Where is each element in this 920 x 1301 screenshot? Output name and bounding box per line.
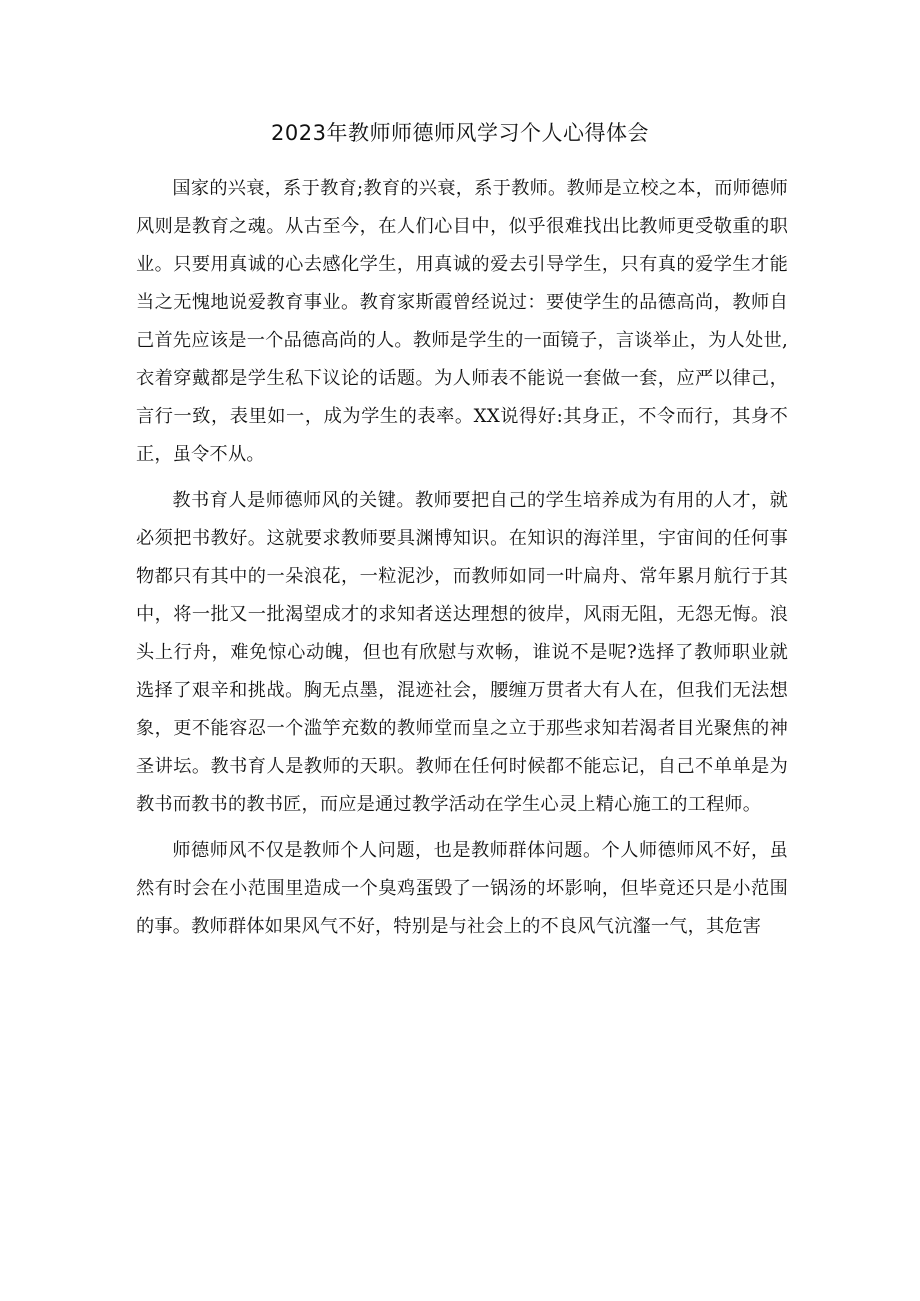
document-title: 2023年教师师德师风学习个人心得体会 bbox=[271, 121, 649, 145]
paragraph-1: 国家的兴衰，系于教育;教育的兴衰，系于教师。教师是立校之本，而师德师风则是教育之魂。从古至今，在人们心目中，似乎很难找出比教师更受敬重的职业。只要用真诚的心去感化学生，用真诚的爱去引导学生，只有真的爱学生才能当之无愧地说爱教育事业。教育家斯霞曾经说过：要使学生的品德高尚，教师自己首先应该是一个品德高尚的人。教师是学生的一面镜子，言谈举止，为人处世,衣着穿戴都是学生私下议论的话题。为人师表不能说一套做一套，应严以律己，言行一致，表里如一，成为学生的表率。XX说得好:其身正，不令而行，其身不正，虽令不从。 bbox=[136, 178, 788, 465]
paragraph-2: 教书育人是师德师风的关键。教师要把自己的学生培养成为有用的人才，就必须把书教好。这就要求教师要具渊博知识。在知识的海洋里，宇宙间的任何事物都只有其中的一朵浪花，一粒泥沙，而教师如同一叶扁舟、常年累月航行于其中，将一批又一批渴望成才的求知者送达理想的彼岸，风雨无阻，无怨无悔。浪头上行舟，难免惊心动魄，但也有欣慰与欢畅，谁说不是呢?选择了教师职业就选择了艰辛和挑战。胸无点墨，混迹社会，腰缠万贯者大有人在，但我们无法想象，更不能容忍一个滥竽充数的教师堂而皇之立于那些求知若渴者目光聚焦的神圣讲坛。教书育人是教师的天职。教师在任何时候都不能忘记，自己不单单是为教书而教书的教书匠，而应是通过教学活动在学生心灵上精心施工的工程师。 bbox=[136, 490, 788, 815]
paragraph-3: 师德师风不仅是教师个人问题，也是教师群体问题。个人师德师风不好，虽然有时会在小范围里造成一个臭鸡蛋毁了一锅汤的坏影响，但毕竟还只是小范围的事。教师群体如果风气不好，特别是与社会上的不良风气沆瀣一气，其危害 bbox=[136, 840, 788, 937]
document-body bbox=[136, 170, 788, 954]
